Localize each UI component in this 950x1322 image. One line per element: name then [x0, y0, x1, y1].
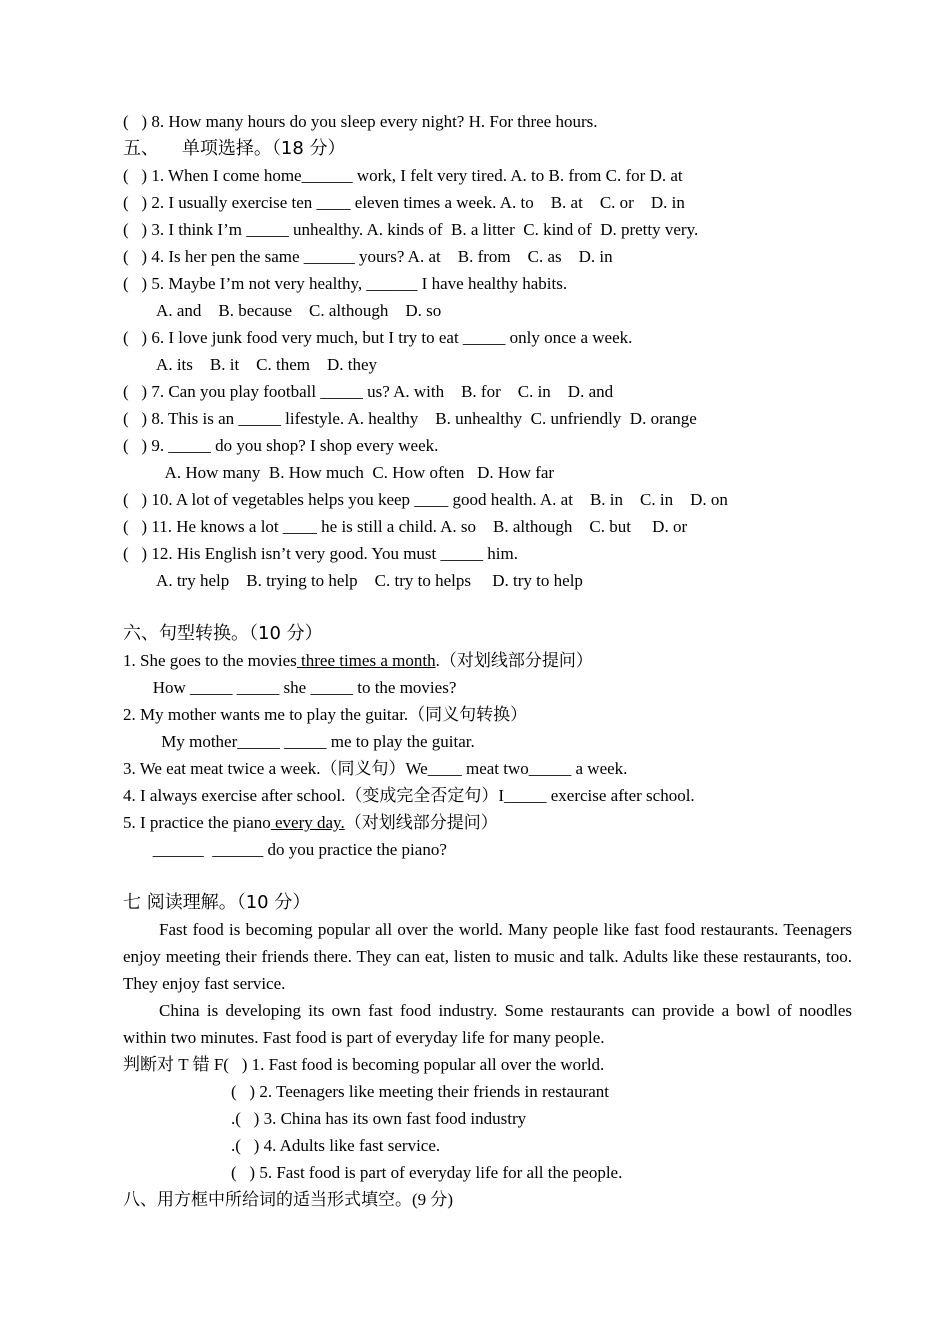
s5-question-5-options: A. and B. because C. although D. so	[123, 301, 442, 320]
s6-question-2-answer: My mother_____ _____ me to play the guitar.	[123, 732, 475, 751]
tf-question-5: ( ) 5. Fast food is part of everyday life for all the people.	[231, 1163, 623, 1182]
s6-question-4: 4. I always exercise after school.（变成完全否定句）I_____ exercise after school.	[123, 786, 695, 805]
s6-question-5-answer: ______ ______ do you practice the piano?	[123, 840, 447, 859]
s5-question-1: ( ) 1. When I come home______ work, I felt very tired. A. to B. from C. for D. at	[123, 166, 683, 185]
reading-paragraph-1: Fast food is becoming popular all over the world. Many people like fast food restaurants. Teenagers enjoy meeting their friends there. They can eat, listen to music and talk. Adults like these restaurants, too. They enjoy fast service.	[123, 920, 852, 993]
section-5-title: 五、 单项选择。（18 分）	[123, 138, 346, 159]
section-6-title: 六、句型转换。（10 分）	[123, 623, 323, 644]
s6-question-2: 2. My mother wants me to play the guitar.（同义句转换）	[123, 705, 528, 724]
s6-q1-instruction: .（对划线部分提问）	[435, 651, 593, 670]
prev-question-8: ( ) 8. How many hours do you sleep every night? H. For three hours.	[123, 112, 598, 131]
s5-question-6-options: A. its B. it C. them D. they	[123, 355, 378, 374]
s5-question-4: ( ) 4. Is her pen the same ______ yours? A. at B. from C. as D. in	[123, 247, 613, 266]
s6-q5-text: 5. I practice the piano	[123, 813, 271, 832]
s6-q5-instruction: （对划线部分提问）	[344, 813, 498, 832]
s6-q1-underlined: three times a month	[296, 651, 436, 670]
s5-question-5: ( ) 5. Maybe I’m not very healthy, ______ I have healthy habits.	[123, 274, 568, 293]
s5-question-11: ( ) 11. He knows a lot ____ he is still a child. A. so B. although C. but D. or	[123, 517, 688, 536]
s5-question-8: ( ) 8. This is an _____ lifestyle. A. healthy B. unhealthy C. unfriendly D. orange	[123, 409, 697, 428]
tf-question-3: .( ) 3. China has its own fast food industry	[231, 1109, 527, 1128]
reading-paragraph-2: China is developing its own fast food industry. Some restaurants can provide a bowl of noodles within two minutes. Fast food is part of everyday life for many people.	[123, 1001, 852, 1047]
s5-question-12: ( ) 12. His English isn’t very good. You must _____ him.	[123, 544, 518, 563]
s5-question-12-options: A. try help B. trying to help C. try to helps D. try to help	[123, 571, 583, 590]
s5-question-9-options: A. How many B. How much C. How often D. How far	[123, 463, 555, 482]
s6-question-5	[123, 809, 853, 836]
tf-question-4: .( ) 4. Adults like fast service.	[231, 1136, 441, 1155]
s5-question-6: ( ) 6. I love junk food very much, but I try to eat _____ only once a week.	[123, 328, 633, 347]
s5-question-10: ( ) 10. A lot of vegetables helps you keep ____ good health. A. at B. in C. in D. on	[123, 490, 728, 509]
s5-question-2: ( ) 2. I usually exercise ten ____ eleven times a week. A. to B. at C. or D. in	[123, 193, 685, 212]
tf-question-2: ( ) 2. Teenagers like meeting their friends in restaurant	[231, 1082, 610, 1101]
s6-q5-underlined: every day.	[270, 813, 345, 832]
s6-question-1-answer: How _____ _____ she _____ to the movies?	[123, 678, 457, 697]
s6-q1-text: 1. She goes to the movies	[123, 651, 297, 670]
section-7-title: 七 阅读理解。（10 分）	[123, 892, 311, 913]
s5-question-3: ( ) 3. I think I’m _____ unhealthy. A. kinds of B. a litter C. kind of D. pretty very.	[123, 220, 699, 239]
section-8-title: 八、用方框中所给词的适当形式填空。(9 分)	[123, 1190, 454, 1209]
s5-question-7: ( ) 7. Can you play football _____ us? A. with B. for C. in D. and	[123, 382, 614, 401]
tf-question-1: 判断对 T 错 F( ) 1. Fast food is becoming popular all over the world.	[123, 1055, 605, 1074]
s5-question-9: ( ) 9. _____ do you shop? I shop every week.	[123, 436, 439, 455]
s6-question-3: 3. We eat meat twice a week.（同义句）We____ meat two_____ a week.	[123, 759, 628, 778]
s6-question-1	[123, 647, 853, 674]
